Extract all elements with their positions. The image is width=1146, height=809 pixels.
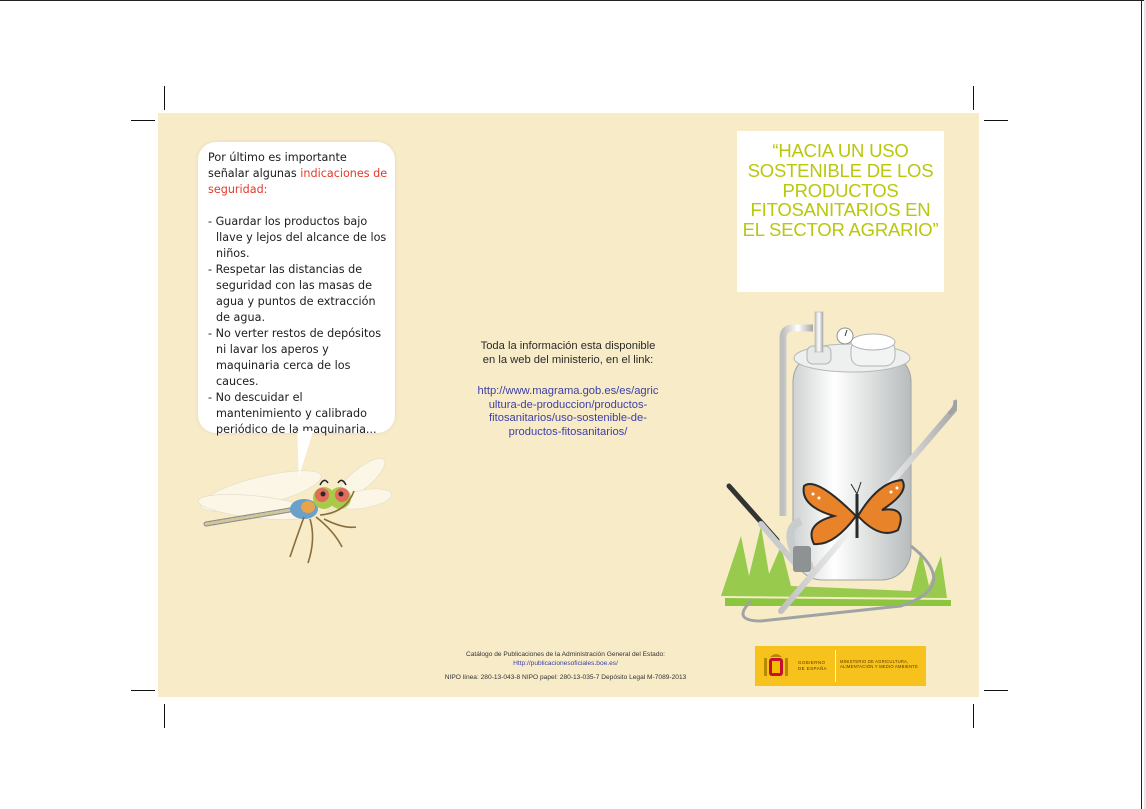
bubble-text <box>208 150 390 438</box>
logo-divider <box>835 650 836 682</box>
ministerio-label: MINISTERIO DE AGRICULTURA, ALIMENTACIÓN Y MEDIO AMBIENTE <box>840 659 918 670</box>
crop-mark <box>131 120 155 121</box>
info-block <box>476 340 660 439</box>
crop-mark <box>973 704 974 728</box>
info-text: Toda la información esta disponible en la web del ministerio, en el link: <box>480 340 656 366</box>
brochure-page <box>158 113 979 697</box>
safety-list <box>208 214 390 438</box>
bubble-intro: Por último es importante señalar algunas <box>208 151 347 180</box>
catalog-link[interactable]: Http://publicacionesoficiales.boe.es/ <box>513 660 618 667</box>
crop-mark <box>131 690 155 691</box>
catalog-text: Catálogo de Publicaciones de la Administración General del Estado: <box>465 651 666 658</box>
bubble-highlight: indicaciones de seguridad: <box>208 167 388 196</box>
sprayer-illustration <box>721 306 957 626</box>
title-box <box>737 131 944 292</box>
list-item: - No verter restos de depósitos ni lavar los aperos y maquinaria cerca de los cauces. <box>208 327 382 388</box>
crop-mark <box>984 690 1008 691</box>
window-top-border <box>0 0 1146 1</box>
ministry-link[interactable]: http://www.magrama.gob.es/es/agricultura-de-produccion/productos-fitosanitarios/uso-sostenible-de-productos-fitosanitarios/ <box>477 385 659 438</box>
list-item: - No descuidar el mantenimiento y calibrado periódico de la maquinaria... <box>208 391 377 436</box>
speech-bubble <box>198 142 395 436</box>
crop-mark <box>164 86 165 110</box>
crop-mark <box>984 120 1008 121</box>
spain-crest-icon <box>761 652 791 680</box>
crop-mark <box>973 86 974 110</box>
government-logo <box>755 646 926 686</box>
brochure-title: “HACIA UN USO SOSTENIBLE DE LOS PRODUCTOS FITOSANITARIOS EN EL SECTOR AGRARIO” <box>742 140 939 241</box>
gobierno-label: GOBIERNO DE ESPAÑA <box>798 660 828 671</box>
dragonfly-illustration <box>186 449 396 589</box>
window-right-border <box>1141 0 1142 809</box>
crop-mark <box>164 704 165 728</box>
publication-footer <box>398 650 733 682</box>
list-item: - Respetar las distancias de seguridad con las masas de agua y puntos de extracción de agua. <box>208 263 376 324</box>
list-item: - Guardar los productos bajo llave y lejos del alcance de los niños. <box>208 215 387 260</box>
nipo-text: NIPO línea: 280-13-043-8 NIPO papel: 280-13-035-7 Depósito Legal M-7089-2013 <box>444 674 687 681</box>
